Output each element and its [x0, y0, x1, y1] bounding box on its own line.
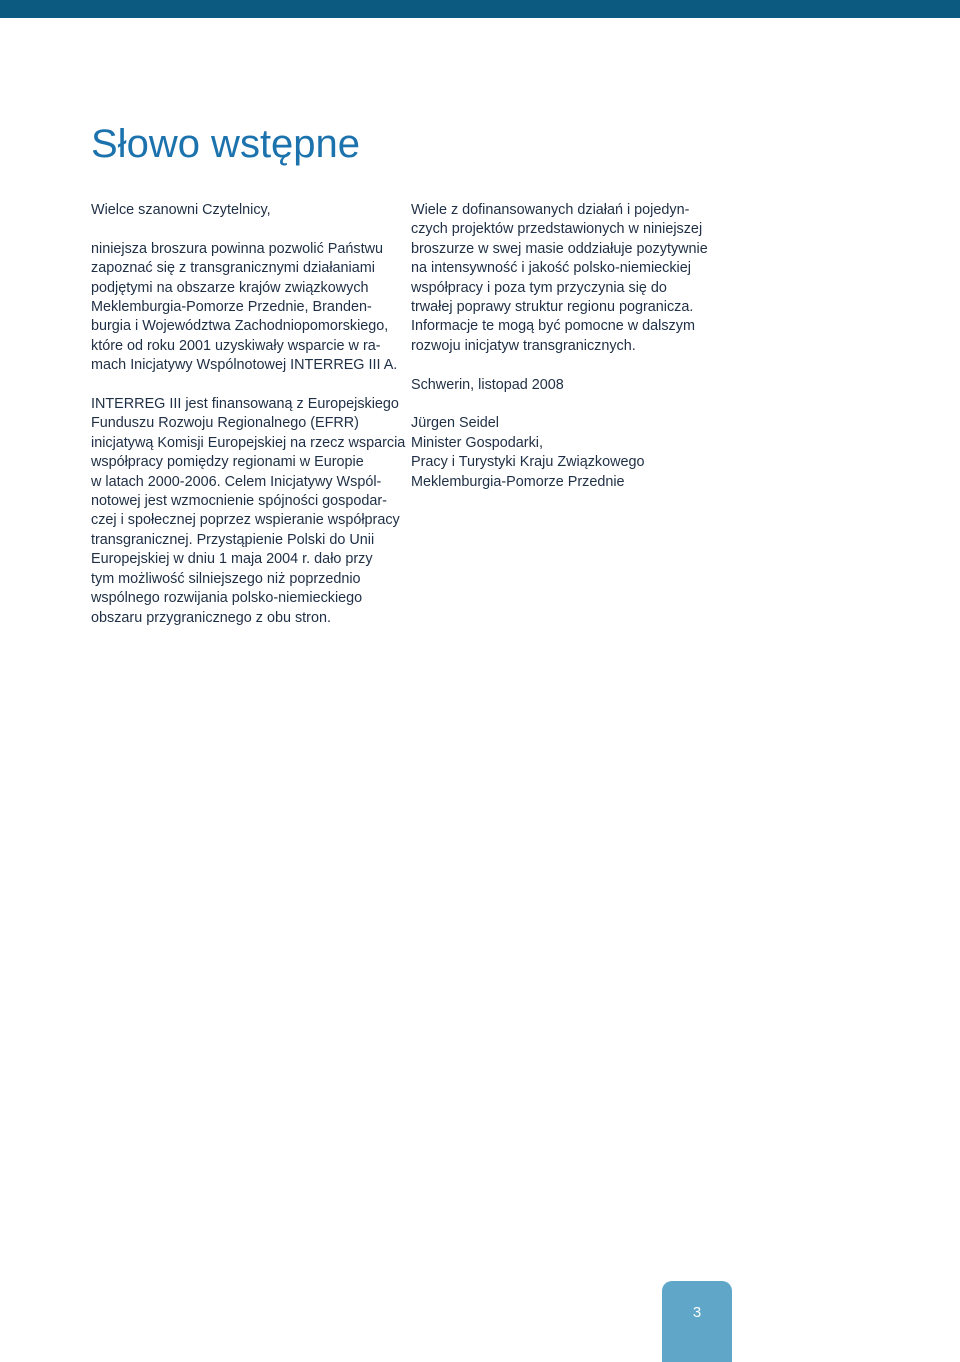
text-line: Meklemburgia-Pomorze Przednie [411, 473, 625, 490]
text-line: mach Inicjatywy Wspólnotowej INTERREG III A. [91, 357, 398, 374]
text-line: notowej jest wzmocnienie spójności gospodar- [91, 493, 387, 510]
text-line: współpracy pomiędzy regionami w Europie [91, 454, 364, 471]
text-line: rozwoju inicjatyw transgranicznych. [411, 337, 636, 354]
text-line: zapoznać się z transgranicznymi działaniami [91, 260, 375, 277]
text-line: Minister Gospodarki, [411, 434, 543, 451]
greeting-paragraph [91, 201, 406, 220]
top-color-bar [0, 0, 960, 18]
place-date [411, 376, 731, 395]
text-line: czej i społecznej poprzez wspieranie współpracy [91, 512, 400, 529]
text-line: Meklemburgia-Pomorze Przednie, Branden- [91, 299, 372, 316]
text-line: Europejskiej w dniu 1 maja 2004 r. dało przy [91, 551, 373, 568]
text-line: Informacje te mogą być pomocne w dalszym [411, 318, 695, 335]
page-number: 3 [692, 1304, 702, 1321]
text-line: Schwerin, listopad 2008 [411, 376, 564, 393]
text-line: Wiele z dofinansowanych działań i pojedyn- [411, 202, 690, 218]
text-line: czych projektów przedstawionych w niniejszej [411, 221, 703, 238]
intro-paragraph [91, 240, 406, 376]
text-line: Jürgen Seidel [411, 415, 500, 432]
text-line: inicjatywą Komisji Europejskiej na rzecz wsparcia [91, 434, 406, 451]
text-line: Funduszu Rozwoju Regionalnego (EFRR) [91, 415, 359, 432]
text-line: podjętymi na obszarze krajów związkowych [91, 279, 369, 296]
text-line: broszurze w swej masie oddziałuje pozytywnie [411, 240, 708, 257]
text-line: w latach 2000-2006. Celem Inicjatywy Wspól- [91, 473, 382, 490]
text-line: tym możliwość silniejszego niż poprzednio [91, 570, 361, 587]
text-line: które od roku 2001 uzyskiwały wsparcie w ra- [91, 337, 381, 354]
text-line: transgranicznej. Przystąpienie Polski do Unii [91, 531, 375, 548]
page-number-tab [662, 1281, 732, 1362]
interreg-paragraph [91, 395, 406, 628]
text-line: współpracy i poza tym przyczynia się do [411, 279, 667, 296]
text-line: wspólnego rozwijania polsko-niemieckiego [91, 590, 363, 607]
text-line: burgia i Województwa Zachodniopomorskiego, [91, 318, 389, 335]
left-text-column [91, 201, 406, 647]
signature-block [411, 414, 731, 492]
text-line: niniejsza broszura powinna pozwolić Państwu [91, 240, 383, 257]
text-line: trwałej poprawy struktur regionu pogranicza. [411, 299, 694, 316]
text-line: na intensywność i jakość polsko-niemieckiej [411, 260, 691, 277]
text-line: Wielce szanowni Czytelnicy, [91, 202, 271, 218]
page-title: Słowo wstępne [91, 122, 361, 166]
projects-paragraph [411, 201, 731, 356]
text-line: Pracy i Turystyki Kraju Związkowego [411, 454, 645, 471]
text-line: obszaru przygranicznego z obu stron. [91, 609, 331, 626]
text-line: INTERREG III jest finansowaną z Europejskiego [91, 396, 399, 413]
right-text-column [411, 201, 731, 511]
